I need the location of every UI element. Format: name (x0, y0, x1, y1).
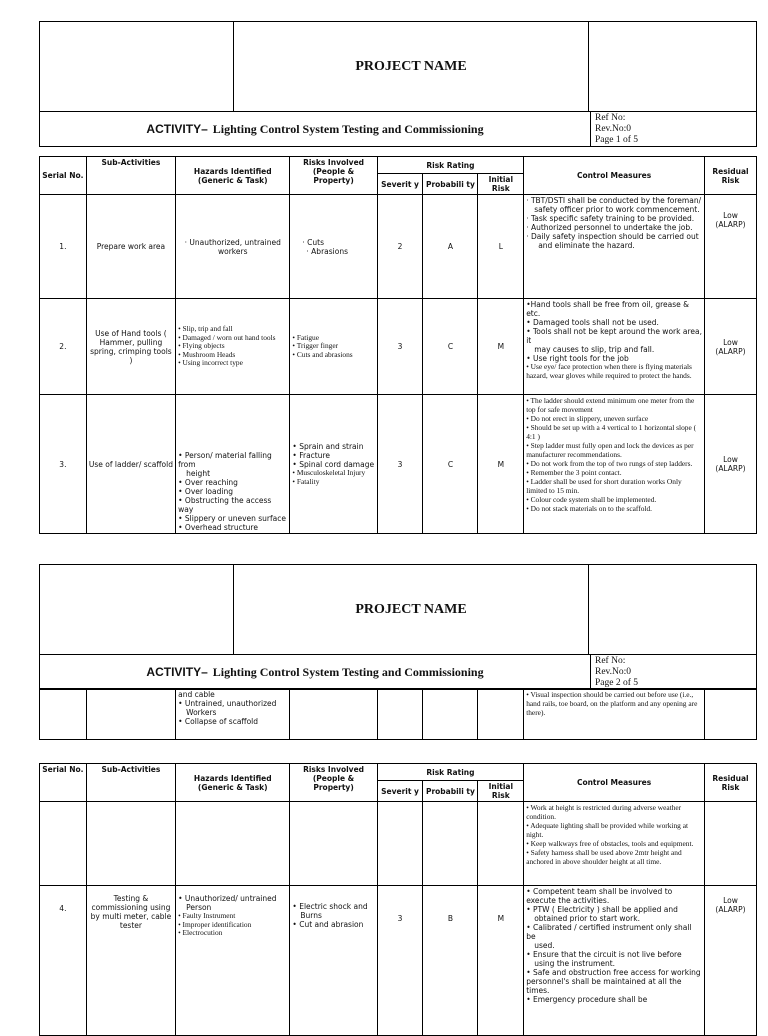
col-serial: Serial No. (40, 157, 87, 195)
col-residual-risk: Residual Risk (704, 157, 756, 195)
risk-item: • Electric shock and (292, 902, 368, 911)
control-item: • Do not work from the top of two rungs of step ladders. (526, 459, 693, 468)
activity-label: ACTIVITY– (146, 665, 208, 679)
probability-cell: C (423, 299, 478, 395)
ref-no: Ref No: (595, 113, 626, 123)
sub-activity-cell (86, 802, 175, 886)
col-hazards: Hazards Identified (Generic & Task) (176, 764, 290, 802)
sub-activity-cell: Testing & commissioning using by multi meter, cable tester (86, 886, 175, 1036)
control-item: • Adequate lighting shall be provided while working at night. (526, 821, 689, 839)
ref-no: Ref No: (595, 656, 626, 666)
risk-item: · Abrasions (306, 246, 348, 256)
severity-cell: 3 (377, 395, 423, 534)
hazard-item: • Overhead structure (178, 523, 258, 532)
col-control-measures: Control Measures (524, 157, 705, 195)
risks-cell (290, 299, 377, 395)
serial-cell: 3. (40, 395, 87, 534)
control-item: • Ensure that the circuit is not live before (526, 950, 682, 959)
probability-cell: B (423, 886, 478, 1036)
control-item: · TBT/DSTI shall be conducted by the foreman/ (526, 196, 702, 205)
col-sub-activities: Sub-Activities (86, 764, 175, 802)
severity-cell: 3 (377, 886, 423, 1036)
logo-cell (40, 22, 234, 111)
risk-item: • Fatality (292, 476, 320, 486)
risks-cell (290, 689, 377, 740)
control-item: • Colour code system shall be implemented. (526, 495, 657, 504)
control-item: • PTW ( Electricity ) shall be applied and (526, 905, 678, 914)
risk-item: • Fracture (292, 450, 331, 460)
col-residual-risk: Residual Risk (704, 764, 756, 802)
initial-risk-cell: M (478, 886, 524, 1036)
serial-cell (40, 802, 87, 886)
hazard-item: height (186, 469, 211, 478)
table-row (40, 195, 757, 299)
page-number: Page 1 of 5 (595, 135, 639, 145)
col-risks: Risks Involved (People & Property) (290, 764, 377, 802)
risk-item: • Spinal cord damage (292, 459, 375, 469)
rev-no: Rev.No:0 (595, 124, 632, 134)
sub-activity-cell: Prepare work area (86, 195, 175, 299)
residual-risk-cell (704, 689, 756, 740)
hazard-item: · Unauthorized, untrained workers (184, 237, 281, 256)
activity-title (40, 112, 590, 146)
control-item: • Safety harness shall be used above 2mtr height and anchored in above shoulder height at all time. (526, 848, 682, 866)
hazard-item: • Over reaching (178, 478, 238, 487)
col-serial: Serial No. (40, 764, 87, 802)
control-item: • Should be set up with a 4 vertical to 1 horizontal slope ( 4:1 ) (526, 423, 697, 441)
control-item: • Ladder shall be used for short duration works Only limited to 15 min. (526, 477, 682, 495)
risk-item: • Cut and abrasion (292, 920, 364, 929)
hazard-item: • Faulty Instrument (178, 911, 236, 920)
control-measures-cell (524, 689, 705, 740)
col-severity: Severit y (377, 174, 423, 195)
col-risk-rating: Risk Rating (377, 764, 524, 781)
control-item: using the instrument. (534, 959, 616, 968)
control-item: · Daily safety inspection should be carried out (526, 232, 699, 241)
control-item: • Work at height is restricted during adverse weather condition. (526, 803, 682, 821)
header-top-row (40, 565, 756, 655)
initial-risk-cell (478, 689, 524, 740)
risk-item: • Fatigue (292, 332, 320, 342)
hazards-cell (176, 299, 290, 395)
control-item: • Tools shall not be kept around the work area, it (526, 327, 702, 345)
hazards-cell (176, 802, 290, 886)
probability-cell: A (423, 195, 478, 299)
table-row (40, 689, 757, 740)
control-item: • Keep walkways free of obstacles, tools and equipment. (526, 839, 694, 848)
hazard-item: Workers (186, 708, 217, 717)
table-row (40, 802, 757, 886)
severity-cell: 2 (377, 195, 423, 299)
hazard-item: • Damaged / worn out hand tools (178, 332, 276, 342)
residual-risk-cell (704, 802, 756, 886)
header-activity-row (40, 655, 756, 689)
sub-activity-cell: Use of Hand tools ( Hammer, pulling spring, crimping tools ) (86, 299, 175, 395)
logo-cell (40, 565, 234, 654)
severity-cell (377, 802, 423, 886)
residual-risk-cell: Low (ALARP) (704, 299, 756, 395)
control-item: • Visual inspection should be carried out before use (i.e., hand rails, toe board, on the platform and any opening are there). (526, 690, 698, 717)
hazard-item: • Using incorrect type (178, 358, 243, 368)
control-measures-cell (524, 802, 705, 886)
table-row (40, 395, 757, 534)
serial-cell: 4. (40, 886, 87, 1036)
control-item: •Hand tools shall be free from oil, grease & etc. (526, 300, 689, 318)
hazard-item: • Improper identification (178, 919, 252, 929)
risk-item: • Cuts and abrasions (292, 349, 353, 359)
hazards-cell (176, 195, 290, 299)
control-item: may causes to slip, trip and fall. (534, 345, 655, 354)
residual-risk-cell: Low (ALARP) (704, 886, 756, 1036)
control-item: • Remember the 3 point contact. (526, 468, 622, 477)
risks-cell (290, 886, 377, 1036)
hazards-cell (176, 886, 290, 1036)
control-measures-cell (524, 195, 705, 299)
probability-cell (423, 689, 478, 740)
control-item: • Damaged tools shall not be used. (526, 318, 659, 327)
control-item: • Emergency procedure shall be (526, 995, 648, 1004)
hazard-item: • Unauthorized/ untrained (178, 894, 277, 903)
control-item: • Step ladder must fully open and lock the devices as per manufacturer recommendations. (526, 441, 694, 459)
rev-no: Rev.No:0 (595, 667, 632, 677)
control-item: • Use eye/ face protection when there is flying materials hazard, wear gloves while required to protect the hands. (526, 362, 692, 380)
control-measures-cell (524, 299, 705, 395)
project-name: PROJECT NAME (355, 602, 467, 617)
risk-assessment-table (39, 156, 757, 534)
col-hazards: Hazards Identified (Generic & Task) (176, 157, 290, 195)
control-measures-cell (524, 886, 705, 1036)
hazard-item: • Electrocution (178, 928, 223, 938)
hazard-item: • Flying objects (178, 341, 225, 351)
header-activity-row (40, 112, 756, 146)
continued-row-table (39, 688, 757, 740)
initial-risk-cell: M (478, 299, 524, 395)
severity-cell (377, 689, 423, 740)
control-item: • Safe and obstruction free access for working personnel's shall be maintained at all the times. (526, 968, 701, 995)
col-risk-rating: Risk Rating (377, 157, 524, 174)
hazards-cell (176, 395, 290, 534)
probability-cell (423, 802, 478, 886)
risks-cell (290, 802, 377, 886)
hazard-item: • Untrained, unauthorized (178, 699, 277, 708)
hazard-item: and cable (178, 690, 215, 699)
col-control-measures: Control Measures (524, 764, 705, 802)
control-item: • Use right tools for the job (526, 354, 629, 363)
col-sub-activities: Sub-Activities (86, 157, 175, 195)
hazard-item: • Slippery or uneven surface (178, 514, 286, 523)
residual-risk-cell: Low (ALARP) (704, 395, 756, 534)
control-item: · Task specific safety training to be provided. (526, 214, 695, 223)
hazard-item: • Person/ material falling from (178, 451, 272, 469)
hazards-cell (176, 689, 290, 740)
control-item: and eliminate the hazard. (538, 241, 635, 250)
col-risks: Risks Involved (People & Property) (290, 157, 377, 195)
probability-cell: C (423, 395, 478, 534)
hazard-item: • Obstructing the access way (178, 496, 272, 514)
control-item: • The ladder should extend minimum one meter from the top for safe movement (526, 396, 695, 414)
col-initial-risk: Initial Risk (478, 174, 524, 195)
serial-cell: 1. (40, 195, 87, 299)
sub-activity-cell (86, 689, 175, 740)
hazard-item: • Mushroom Heads (178, 349, 236, 359)
control-item: safety officer prior to work commencement. (534, 205, 700, 214)
control-item: • Calibrated / certified instrument only shall be (526, 923, 692, 941)
control-item: · Authorized personnel to undertake the job. (526, 223, 693, 232)
header-right-cell (588, 22, 756, 111)
page2-header (39, 564, 757, 690)
risk-item: • Musculoskeletal Injury (292, 467, 366, 477)
control-item: • Do not stack materials on to the scaffold. (526, 504, 652, 513)
activity-name: Lighting Control System Testing and Commissioning (212, 664, 484, 679)
document-reference (590, 112, 758, 146)
control-item: • Do not erect in slippery, uneven surface (526, 414, 649, 423)
control-item: obtained prior to start work. (534, 914, 640, 923)
control-item: • Competent team shall be involved to execute the activities. (526, 887, 673, 905)
risk-item: • Sprain and strain (292, 441, 364, 451)
table-row (40, 299, 757, 395)
page-number: Page 2 of 5 (595, 678, 639, 688)
col-probability: Probabili ty (423, 174, 478, 195)
risks-cell (290, 395, 377, 534)
table-row (40, 886, 757, 1036)
risk-item: · Cuts (302, 237, 325, 247)
hazard-item: • Slip, trip and fall (178, 324, 233, 334)
col-probability: Probabili ty (423, 781, 478, 802)
activity-title (40, 655, 590, 689)
header-top-row (40, 22, 756, 112)
risk-assessment-table-page2 (39, 763, 757, 1036)
col-severity: Severit y (377, 781, 423, 802)
risk-item: Burns (300, 911, 322, 920)
serial-cell (40, 689, 87, 740)
initial-risk-cell: L (478, 195, 524, 299)
initial-risk-cell: M (478, 395, 524, 534)
severity-cell: 3 (377, 299, 423, 395)
sub-activity-cell: Use of ladder/ scaffold (86, 395, 175, 534)
initial-risk-cell (478, 802, 524, 886)
serial-cell: 2. (40, 299, 87, 395)
col-initial-risk: Initial Risk (478, 781, 524, 802)
residual-risk-cell: Low (ALARP) (704, 195, 756, 299)
activity-name: Lighting Control System Testing and Commissioning (212, 121, 484, 136)
project-name: PROJECT NAME (355, 59, 467, 74)
header-right-cell (588, 565, 756, 654)
hazard-item: Person (186, 903, 212, 912)
hazard-item: • Over loading (178, 487, 233, 496)
risks-cell (290, 195, 377, 299)
risk-item: • Trigger finger (292, 341, 339, 351)
control-item: used. (534, 941, 555, 950)
activity-label: ACTIVITY– (146, 122, 208, 136)
control-measures-cell (524, 395, 705, 534)
page1-header (39, 21, 757, 147)
hazard-item: • Collapse of scaffold (178, 717, 259, 726)
document-reference (590, 655, 758, 689)
